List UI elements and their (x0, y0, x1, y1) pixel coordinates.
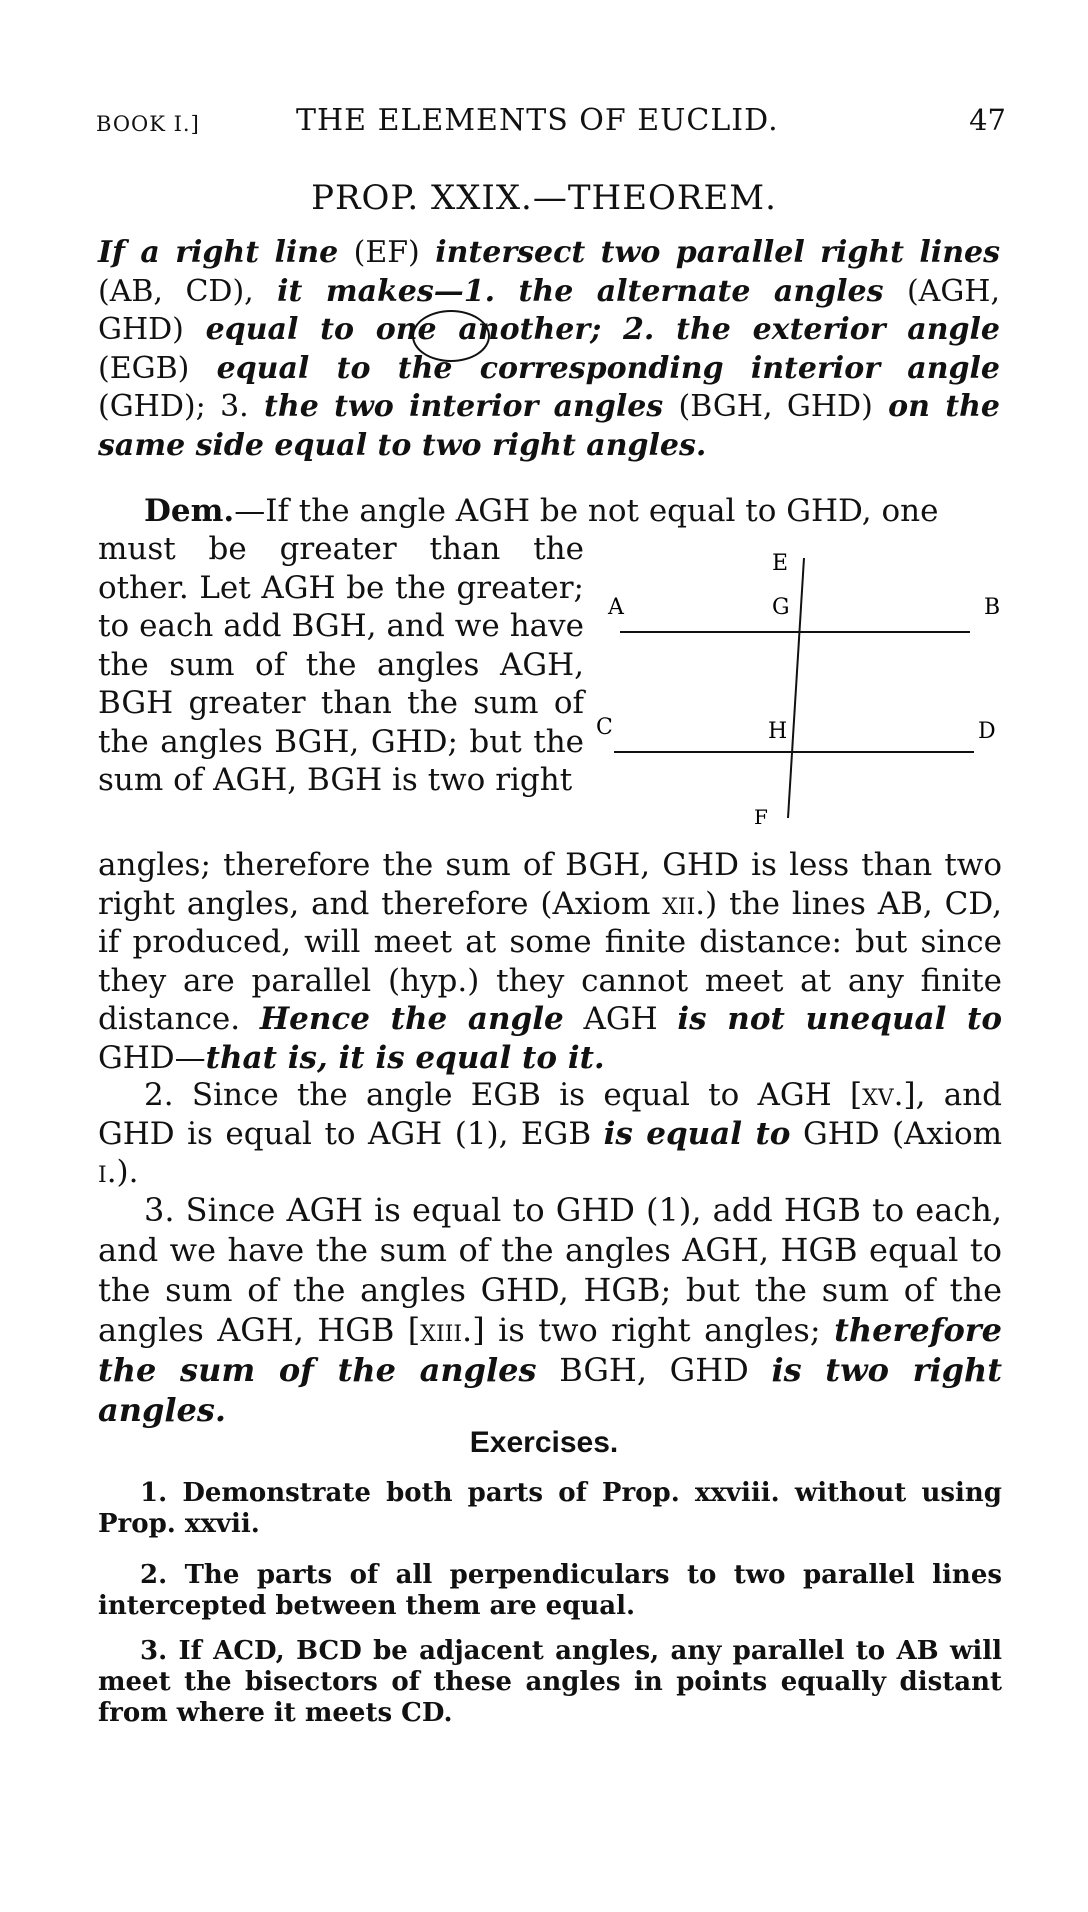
proposition-title: PROP. XXIX.—THEOREM. (311, 178, 777, 218)
enunciation-text: (AB, CD), (98, 273, 254, 309)
demonstration-continuation (98, 846, 1002, 1077)
label-c: C (596, 715, 613, 740)
enunciation-text: (GHD); 3. (98, 389, 249, 424)
parallel-lines-figure (592, 540, 1012, 840)
book-label: BOOK I.] (96, 112, 200, 136)
part3-text: 3. Since AGH is equal to GHD (1), add HGB to each, and we have the sum of the angles AGH, HGB equal to the sum of the angles GHD, HGB; but the sum of the angles AGH, HGB [ (98, 1191, 1002, 1349)
enunciation-text: (EGB) (98, 350, 190, 386)
exercise-item: 2. The parts of all perpendiculars to two parallel lines intercepted between them are equal. (98, 1560, 1002, 1621)
part3-text: BGH, GHD (559, 1351, 749, 1389)
label-b: B (984, 595, 1001, 620)
enunciation-text: intersect two parallel right lines (435, 235, 1000, 270)
enunciation-text: If a right line (98, 235, 339, 270)
demonstration-text: —If the angle AGH be not equal to GHD, one (234, 493, 939, 529)
part2-text: ). (116, 1154, 139, 1190)
transversal-ef (788, 558, 804, 818)
enunciation-text: equal to the corresponding interior angle (216, 350, 1000, 386)
page-number: 47 (969, 103, 1006, 137)
axiom-reference: i. (98, 1154, 117, 1190)
part3-text: ] is two right angles; (472, 1311, 821, 1349)
label-e: E (772, 551, 789, 576)
enunciation-text: (BGH, GHD) (678, 389, 873, 424)
proposition-enunciation (98, 234, 1000, 465)
demonstration-left-column: must be greater than the other. Let AGH be the greater; to each add BGH, and we have the sum of the angles AGH, BGH greater than the sum of the angles BGH, GHD; but the sum of AGH, BGH is two right (98, 531, 584, 798)
demonstration-part-2 (98, 1076, 1002, 1192)
proposition-reference: xv. (862, 1077, 904, 1113)
demonstration-label: Dem. (144, 493, 235, 529)
enunciation-text: equal to one another; 2. the exterior angle (205, 312, 1000, 347)
exercises-heading: Exercises. (469, 1426, 619, 1459)
conclusion-text: AGH (583, 1001, 658, 1037)
conclusion-text: Hence the angle (259, 1001, 564, 1037)
label-h: H (768, 719, 788, 744)
handwritten-circle-mark (412, 310, 490, 362)
running-header (96, 100, 1006, 140)
exercise-item: 3. If ACD, BCD be adjacent angles, any parallel to AB will meet the bisectors of these angles in points equally distant from where it meets CD. (98, 1636, 1002, 1728)
proposition-reference: xiii. (420, 1311, 473, 1349)
conclusion-text: is not unequal to (677, 1001, 1003, 1037)
label-f: F (754, 805, 768, 829)
axiom-reference: xii. (662, 885, 706, 922)
running-title: THE ELEMENTS OF EUCLID. (296, 103, 779, 138)
label-a: A (608, 595, 624, 620)
exercise-item: 1. Demonstrate both parts of Prop. xxviii. without using Prop. xxvii. (98, 1478, 1002, 1539)
part2-text: 2. Since the angle EGB is equal to AGH [ (144, 1077, 863, 1113)
demonstration-text: ) the lines AB, CD, if produced, will meet at some finite distance: but since they are parallel (hyp.) they cannot meet at any finite distance. (98, 885, 1002, 1037)
conclusion-text: that is, it is equal to it. (205, 1039, 605, 1076)
part2-text: ], and GHD is equal to AGH (1), EGB (98, 1077, 1003, 1152)
demonstration-first-line (144, 492, 1002, 531)
part3-text: therefore the sum of the angles (98, 1311, 1003, 1389)
part3-text: is two right angles. (98, 1351, 1003, 1429)
label-g: G (772, 595, 790, 620)
demonstration-part-3 (98, 1190, 1002, 1430)
demonstration-text: angles; therefore the sum of BGH, GHD is less than two right angles, and therefore (Axiom (98, 847, 1002, 922)
label-d: D (978, 719, 996, 744)
enunciation-text: on the same side equal to two right angles. (98, 389, 1000, 463)
part2-text: GHD (Axiom (802, 1115, 1002, 1152)
enunciation-text: (AGH, GHD) (98, 273, 1000, 347)
enunciation-text: the two interior angles (264, 389, 664, 424)
enunciation-text: it makes—1. the alternate angles (277, 273, 884, 309)
conclusion-text: GHD— (98, 1039, 206, 1076)
part2-text: is equal to (603, 1115, 791, 1152)
enunciation-text: (EF) (353, 235, 420, 270)
